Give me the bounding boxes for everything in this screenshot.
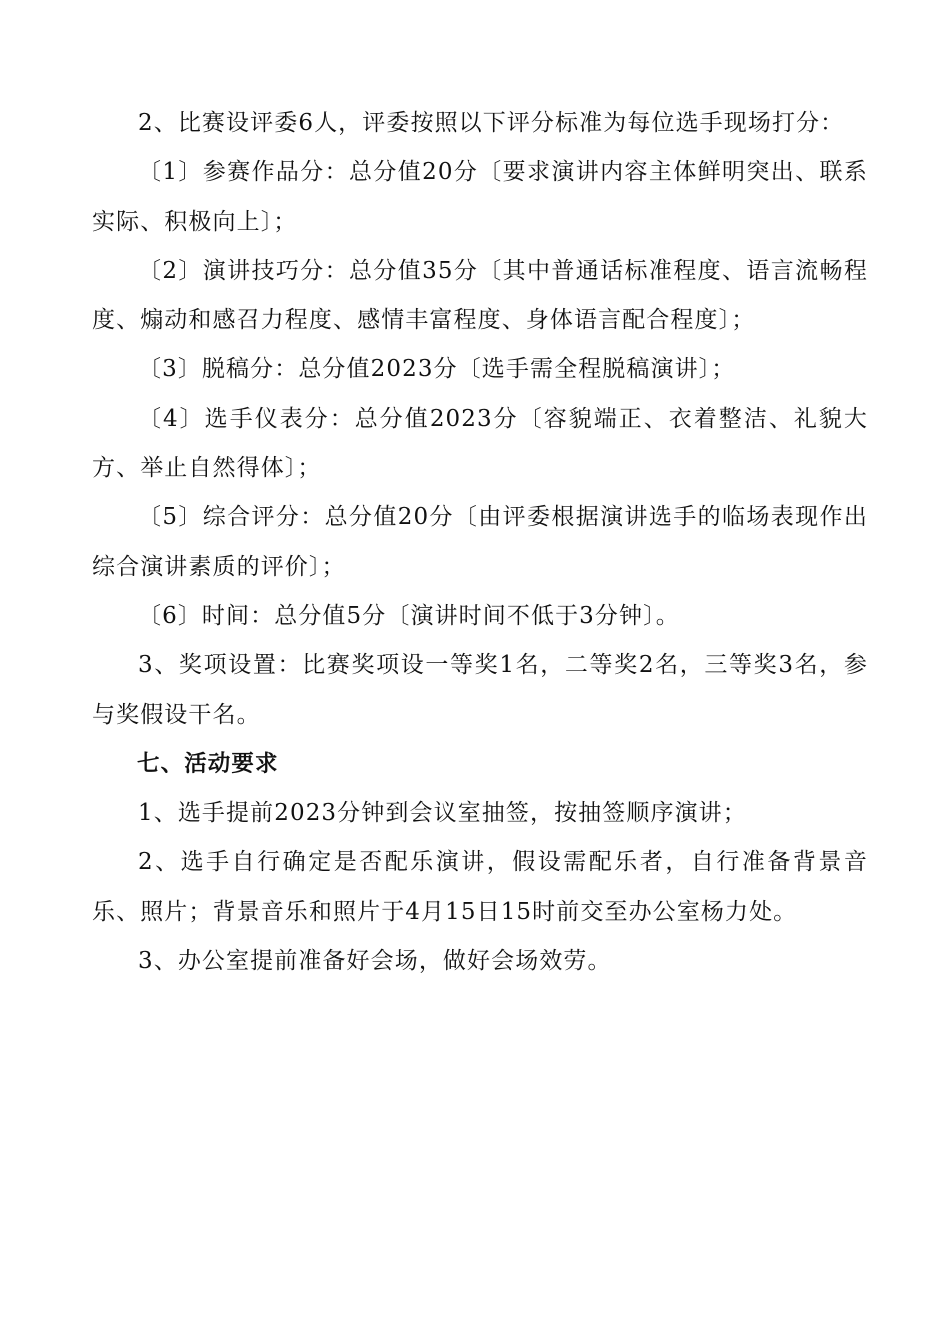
paragraph-criterion-3: 〔3〕脱稿分：总分值2023分〔选手需全程脱稿演讲〕； [138, 356, 736, 383]
paragraph-requirement-3: 3、办公室提前准备好会场，做好会场效劳。 [138, 948, 612, 975]
paragraph-requirement-1: 1、选手提前2023分钟到会议室抽签，按抽签顺序演讲； [138, 800, 747, 827]
paragraph-awards: 3、奖项设置：比赛奖项设一等奖1名，二等奖2名，三等奖3名，参与奖假设干名。 [92, 652, 868, 728]
paragraph-criterion-1: 〔1〕参赛作品分：总分值20分〔要求演讲内容主体鲜明突出、联系实际、积极向上〕； [92, 159, 868, 235]
section-heading-requirements: 七、活动要求 [137, 750, 279, 777]
paragraph-criterion-6: 〔6〕时间：总分值5分〔演讲时间不低于3分钟〕。 [138, 602, 680, 629]
paragraph-criterion-5: 〔5〕综合评分：总分值20分〔由评委根据演讲选手的临场表现作出综合演讲素质的评价〕； [92, 504, 868, 580]
paragraph-criterion-2: 〔2〕演讲技巧分：总分值35分〔其中普通话标准程度、语言流畅程度、煽动和感召力程度、感情丰富程度、身体语言配合程度〕； [92, 257, 868, 334]
paragraph-criterion-4: 〔4〕选手仪表分：总分值2023分〔容貌端正、衣着整洁、礼貌大方、举止自然得体〕； [92, 405, 868, 482]
document-body [92, 99, 868, 986]
paragraph-judges: 2、比赛设评委6人，评委按照以下评分标准为每位选手现场打分： [138, 110, 845, 136]
paragraph-requirement-2: 2、选手自行确定是否配乐演讲，假设需配乐者，自行准备背景音乐、照片；背景音乐和照片于4月15日15时前交至办公室杨力处。 [92, 849, 868, 925]
